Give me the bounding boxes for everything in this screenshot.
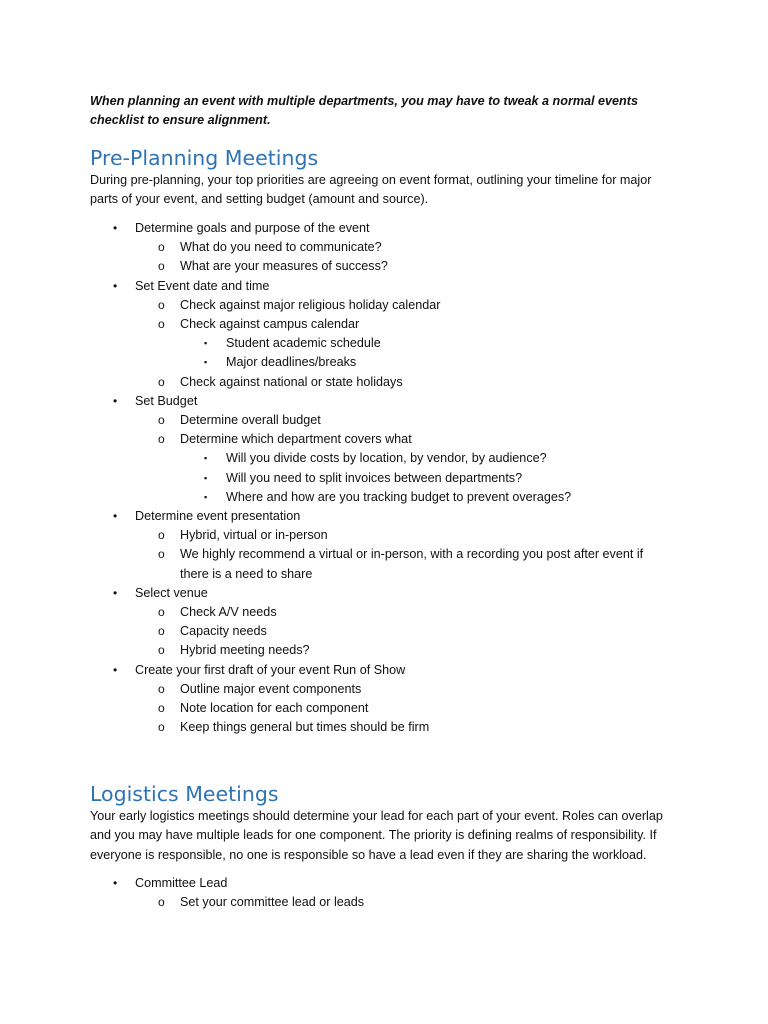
list-item-level-3: Where and how are you tracking budget to prevent overages? [226,489,572,504]
intro-text: When planning an event with multiple departments, you may have to tweak a normal events checklist to ensure alignment. [90,94,638,127]
list-item-level-1: Determine event presentation [135,509,301,523]
section-paragraph-logistics: Your early logistics meetings should determine your lead for each part of your event. Roles can overlap and you may have multiple leads for one component. The priority is defining realms of responsibility. If everyone is responsible, no one is responsible so have a lead even if they are sharing the workload. [90,809,663,862]
list-bullet-level-2: o [158,605,165,619]
list-bullet-level-2: o [158,259,165,274]
list-bullet-level-3: ▪ [204,472,208,483]
list-bullet-level-2: o [158,374,165,389]
list-bullet-level-2: o [158,547,165,562]
list-item-level-1: Committee Lead [135,876,228,890]
list-bullet-level-2: o [158,528,165,543]
list-bullet-level-1: • [113,876,118,890]
list-item-level-2: We highly recommend a virtual or in-person, with a recording you post after event if [180,547,644,562]
list-bullet-level-3: ▪ [204,338,208,349]
list-bullet-level-2: o [158,701,165,715]
list-bullet-level-3: ▪ [204,491,208,502]
list-item-level-2: Check against campus calendar [180,317,360,331]
list-item-level-2: Check against major religious holiday calendar [180,297,441,312]
list-item-level-1: Set Event date and time [135,278,270,293]
list-item-level-2: Determine which department covers what [180,432,412,447]
list-item-level-2: Check against national or state holidays [180,374,403,389]
list-bullet-level-2: o [158,413,165,427]
list-item-level-2: What are your measures of success? [180,259,388,274]
list-item-level-2: Set your committee lead or leads [180,895,365,910]
list-bullet-level-2: o [158,720,165,735]
list-item-level-1: Create your first draft of your event Run of Show [135,662,406,677]
list-bullet-level-1: • [113,662,118,677]
list-item-level-2: Hybrid, virtual or in-person [180,528,328,543]
list-item-level-2: Determine overall budget [180,413,321,427]
list-item-level-2: Capacity needs [180,624,267,639]
list-item-level-2: Outline major event components [180,681,362,696]
list-bullet-level-2: o [158,624,165,639]
list-item-level-2: there is a need to share [180,566,313,581]
list-bullet-level-2: o [158,297,165,312]
section-paragraph-pre-planning: During pre-planning, your top priorities are agreeing on event format, outlining your timeline for major parts of your event, and setting budget (amount and source). [90,173,652,207]
list-bullet-level-2: o [158,317,165,331]
list-item-level-3: Will you need to split invoices between departments? [226,470,523,485]
list-bullet-level-2: o [158,895,165,910]
list-item-level-3: Student academic schedule [226,336,381,351]
list-bullet-level-1: • [113,393,118,408]
section-heading-pre-planning: Pre-Planning Meetings [90,146,319,170]
list-item-level-1: Select venue [135,585,208,600]
list-item-level-1: Determine goals and purpose of the event [135,221,370,235]
list-item-level-3: Will you divide costs by location, by vendor, by audience? [226,451,547,466]
list-bullet-level-1: • [113,585,118,600]
list-item-level-2: Hybrid meeting needs? [180,643,310,658]
list-bullet-level-2: o [158,643,165,658]
section-heading-logistics: Logistics Meetings [90,782,279,806]
list-bullet-level-3: ▪ [204,453,208,464]
list-bullet-level-3: ▪ [204,357,208,368]
list-bullet-level-1: • [113,221,118,235]
list-bullet-level-1: • [113,278,118,293]
list-item-level-2: Note location for each component [180,701,369,715]
list-item-level-2: Keep things general but times should be firm [180,720,430,735]
list-item-level-3: Major deadlines/breaks [226,355,357,370]
list-bullet-level-2: o [158,432,165,447]
list-bullet-level-2: o [158,240,165,255]
list-item-level-1: Set Budget [135,393,198,408]
list-bullet-level-1: • [113,509,118,523]
list-item-level-2: What do you need to communicate? [180,240,382,255]
list-bullet-level-2: o [158,681,165,696]
list-item-level-2: Check A/V needs [180,605,277,619]
